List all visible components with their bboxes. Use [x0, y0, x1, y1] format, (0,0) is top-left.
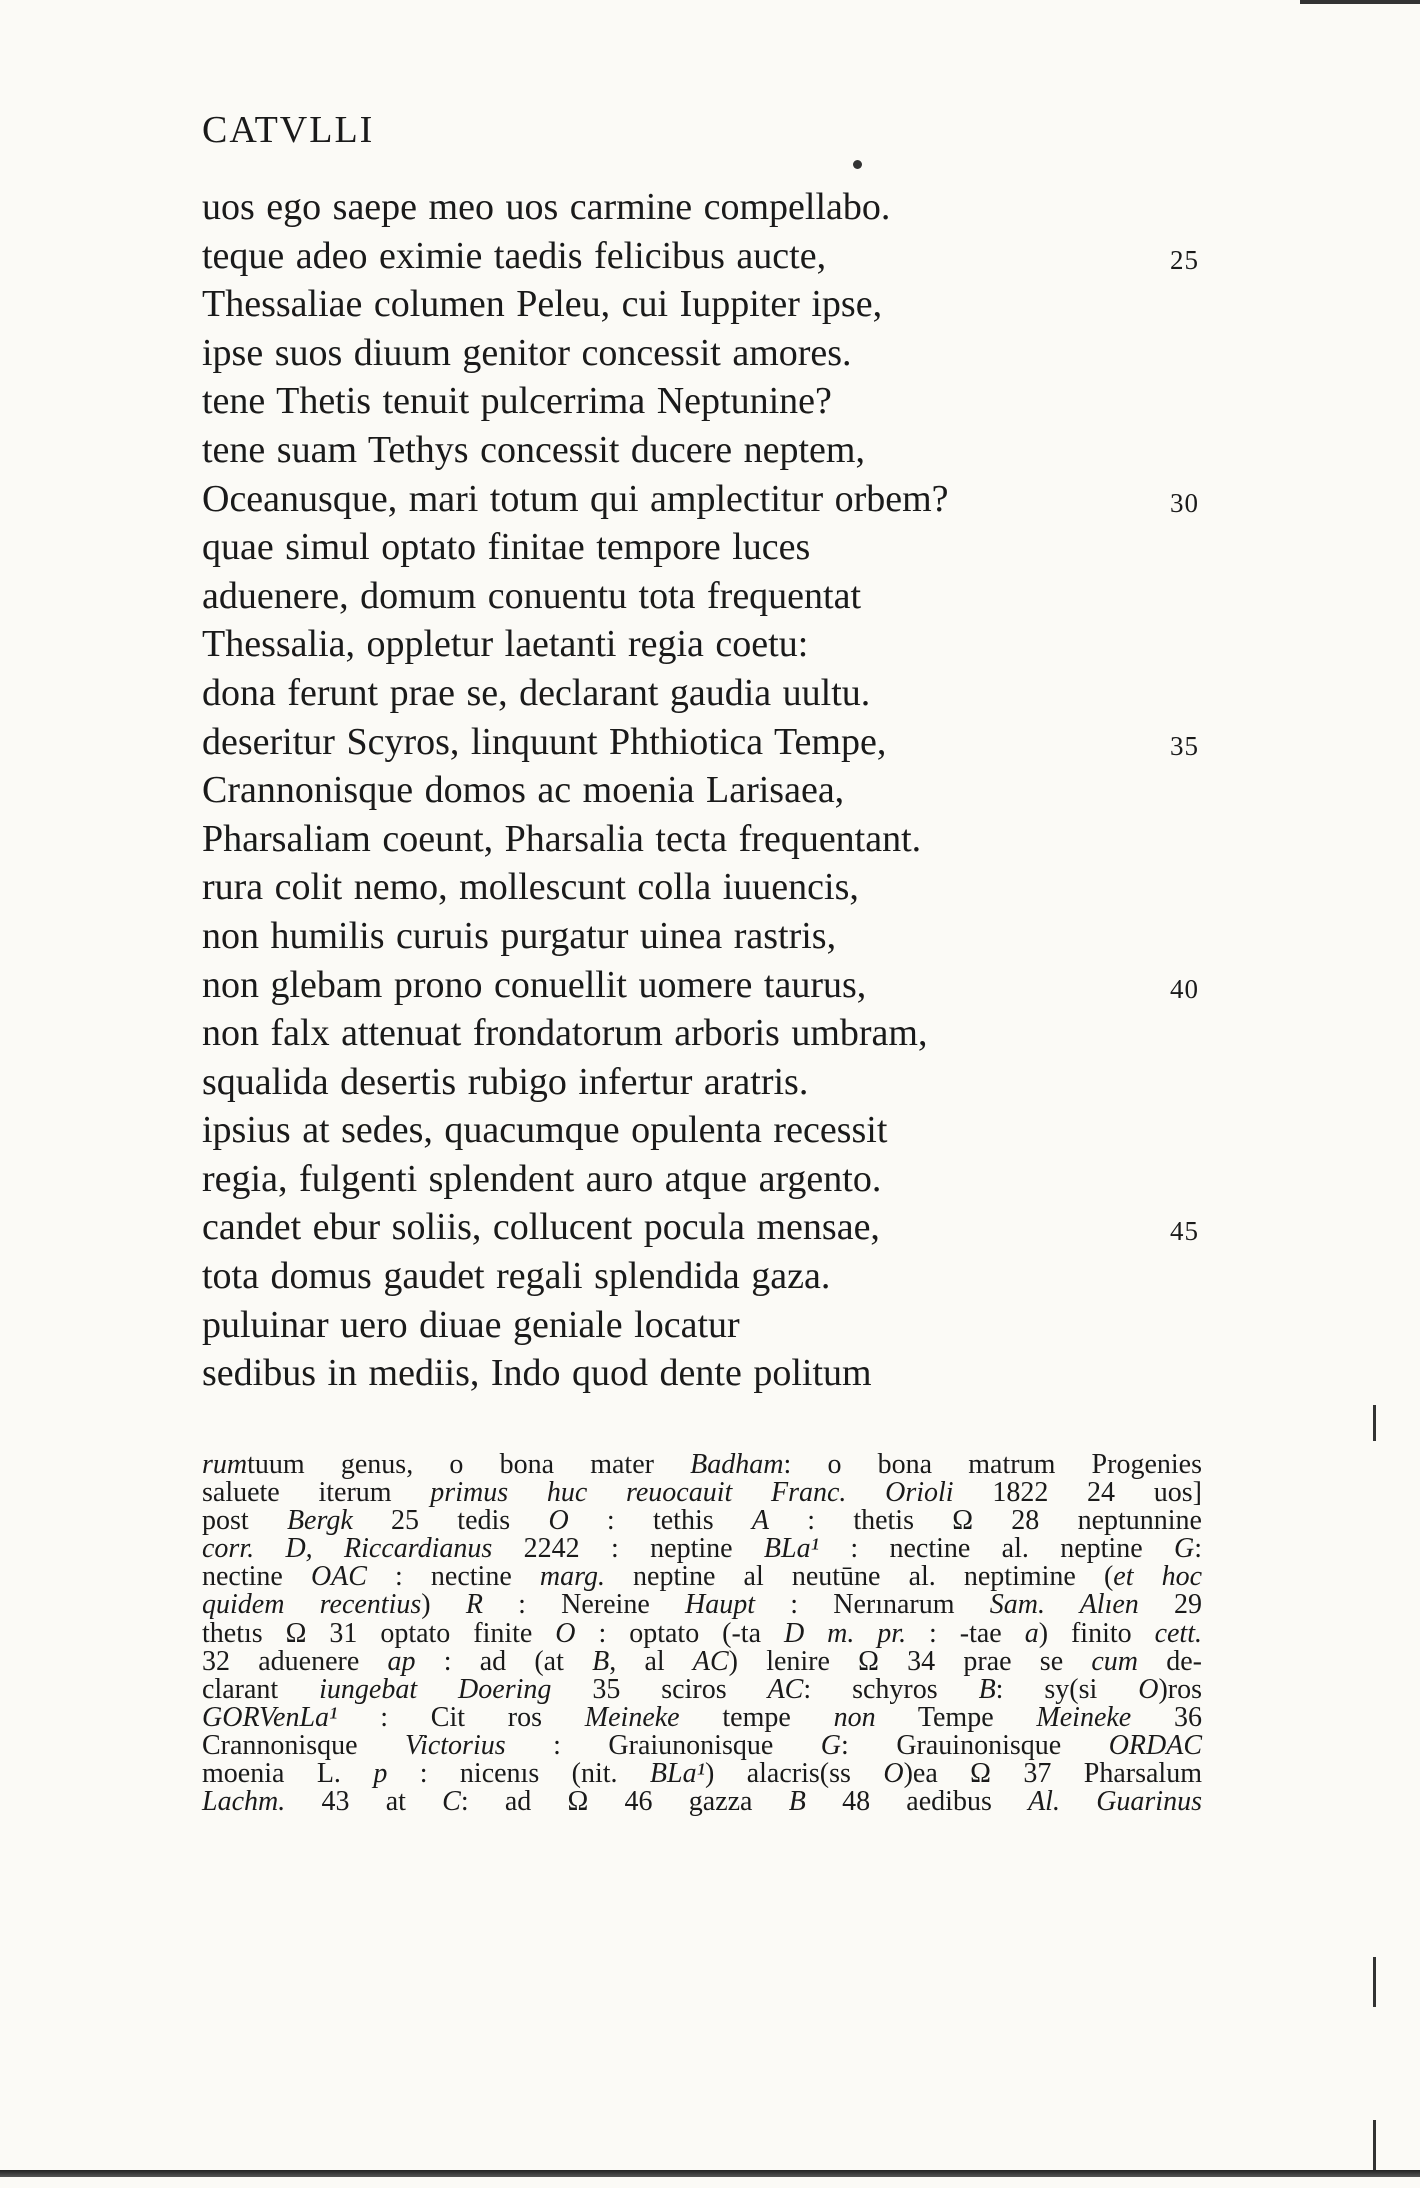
- apparatus-text: 2242 : neptine: [492, 1533, 764, 1565]
- apparatus-text: ) lenire Ω 34 prae se: [728, 1645, 1092, 1677]
- apparatus-italic: p: [373, 1758, 388, 1790]
- apparatus-text: : sy(si: [995, 1673, 1139, 1705]
- apparatus-text: Crannonisque: [202, 1729, 406, 1761]
- apparatus-text: : Nerınarum: [755, 1589, 990, 1621]
- verse-line: [202, 669, 1202, 718]
- running-head: CATVLLI: [202, 109, 375, 151]
- apparatus-italic: O: [548, 1505, 569, 1537]
- verse-line: [202, 377, 1202, 426]
- apparatus-italic: corr. D, Riccardianus: [202, 1533, 493, 1565]
- apparatus-text: thetıs Ω 31 optato finite: [202, 1617, 556, 1649]
- verse-text: regia, fulgenti splendent auro atque argento.: [202, 1157, 882, 1200]
- apparatus-text: : Nereine: [482, 1589, 685, 1621]
- verse-line: [202, 718, 1202, 767]
- apparatus-text: : nectine al. neptine: [818, 1533, 1174, 1565]
- apparatus-text: tempe: [679, 1701, 834, 1733]
- apparatus-line: [202, 1645, 1202, 1677]
- apparatus-text: 25 tedis: [352, 1505, 549, 1537]
- verse-text: sedibus in mediis, Indo quod dente politum: [202, 1352, 872, 1395]
- apparatus-italic: ap: [387, 1645, 416, 1677]
- apparatus-text: 29: [1138, 1589, 1203, 1621]
- verse-line: [202, 961, 1202, 1010]
- apparatus-text: 43 at: [285, 1786, 443, 1818]
- line-number: 35: [1170, 730, 1199, 761]
- apparatus-line: [202, 1701, 1203, 1733]
- verse-text: non glebam prono conuellit uomere taurus,: [202, 963, 867, 1006]
- line-number: 25: [1170, 244, 1199, 275]
- apparatus-text: : tethis: [568, 1505, 752, 1537]
- apparatus-line: [202, 1591, 1202, 1619]
- apparatus-text: : Graiunonisque: [505, 1729, 821, 1761]
- apparatus-line: [202, 1617, 1202, 1649]
- apparatus-italic: AC: [692, 1645, 729, 1677]
- apparatus-text: )ros: [1158, 1673, 1203, 1705]
- apparatus-italic: O: [1138, 1673, 1159, 1705]
- apparatus-line: [202, 1673, 1203, 1705]
- apparatus-line: [202, 1507, 1202, 1535]
- apparatus-italic: Badham: [690, 1449, 784, 1480]
- verse-line: [202, 523, 1202, 572]
- apparatus-line: [202, 1479, 1202, 1507]
- verse-line: [202, 766, 1202, 815]
- apparatus-italic: BLa¹: [649, 1758, 705, 1790]
- apparatus-italic: B: [592, 1645, 610, 1677]
- apparatus-text: : Grauinonisque: [841, 1729, 1109, 1761]
- apparatus-text: : schyros: [803, 1673, 979, 1705]
- verse-line: [202, 1252, 1202, 1301]
- verse-line: [202, 815, 1202, 864]
- verse-line: [202, 1058, 1202, 1107]
- apparatus-italic: marg.: [539, 1561, 605, 1593]
- apparatus-italic: O: [555, 1617, 576, 1649]
- apparatus-italic: Bergk: [286, 1505, 353, 1537]
- line-number: 45: [1170, 1216, 1199, 1247]
- verse-line: [202, 183, 1202, 232]
- apparatus-italic: Victorius: [405, 1729, 506, 1761]
- verse-text: tene Thetis tenuit pulcerrima Neptunine?: [202, 380, 832, 423]
- apparatus-text: nectine: [202, 1561, 311, 1593]
- verse-line: [202, 1009, 1202, 1058]
- apparatus-italic: a: [1024, 1617, 1039, 1649]
- apparatus-text: : Cit ros: [337, 1701, 585, 1733]
- apparatus-text: : -tae: [906, 1617, 1025, 1649]
- verse-text: non humilis curuis purgatur uinea rastris,: [202, 914, 837, 957]
- apparatus-line: [202, 1563, 1202, 1591]
- verse-text: tene suam Tethys concessit ducere neptem,: [202, 428, 865, 471]
- verse-line: [202, 1203, 1202, 1252]
- verse-text: aduenere, domum conuentu tota frequentat: [202, 574, 862, 617]
- apparatus-text: : thetis Ω 28 neptunnine: [769, 1505, 1202, 1537]
- apparatus-text: 32 aduenere: [202, 1645, 388, 1677]
- apparatus-italic: Al. Guarinus: [1028, 1786, 1202, 1818]
- apparatus-italic: rum: [202, 1449, 248, 1480]
- verse-text: puluinar uero diuae geniale locatur: [202, 1303, 740, 1346]
- verse-line: [202, 1349, 1202, 1398]
- apparatus-text: de-: [1138, 1645, 1202, 1677]
- apparatus-italic: quidem recentius: [202, 1589, 422, 1621]
- verse-text: dona ferunt prae se, declarant gaudia uultu.: [202, 671, 871, 714]
- verse-line: [202, 475, 1202, 524]
- apparatus-line: [202, 1788, 1202, 1816]
- apparatus-text: clarant: [202, 1673, 320, 1705]
- apparatus-italic: G: [1173, 1533, 1195, 1565]
- verse-line: [202, 863, 1202, 912]
- apparatus-italic: BLa¹: [763, 1533, 819, 1565]
- verse-line: [202, 1301, 1202, 1350]
- apparatus-italic: O: [883, 1758, 904, 1790]
- scan-mark: [1300, 0, 1420, 4]
- apparatus-italic: Sam. Alıen: [989, 1589, 1139, 1621]
- apparatus-text: : ad (at: [415, 1645, 593, 1677]
- verse-text: ipse suos diuum genitor concessit amores.: [202, 331, 852, 374]
- apparatus-text: : nectine: [366, 1561, 540, 1593]
- apparatus-italic: et hoc: [1113, 1561, 1203, 1593]
- apparatus-line: [202, 1729, 1203, 1761]
- apparatus-text: 35 sciros: [551, 1673, 768, 1705]
- apparatus-text: 36: [1131, 1701, 1203, 1733]
- verse-line: [202, 280, 1202, 329]
- apparatus-line: [202, 1451, 1202, 1479]
- apparatus-text: : o bona matrum Progenies: [783, 1449, 1202, 1480]
- scan-mark: [1373, 2120, 1376, 2170]
- verse-text: candet ebur soliis, collucent pocula mensae,: [202, 1206, 880, 1249]
- bottom-rule: [0, 2170, 1420, 2177]
- apparatus-text: : optato (-ta: [575, 1617, 784, 1649]
- apparatus-italic: Meineke: [584, 1701, 680, 1733]
- apparatus-italic: AC: [767, 1673, 804, 1705]
- apparatus-text: ) finito: [1038, 1617, 1155, 1649]
- apparatus-italic: Meineke: [1036, 1701, 1132, 1733]
- line-number: 30: [1170, 487, 1199, 518]
- apparatus-italic: B: [788, 1786, 806, 1818]
- verse-line: [202, 572, 1202, 621]
- verse-line: [202, 1155, 1202, 1204]
- scan-dot: [853, 160, 862, 169]
- apparatus-italic: cum: [1091, 1645, 1139, 1677]
- apparatus-italic: iungebat Doering: [319, 1673, 552, 1705]
- apparatus-text: 48 aedibus: [805, 1786, 1029, 1818]
- apparatus-text: Tempe: [875, 1701, 1037, 1733]
- apparatus-text: moenia L.: [202, 1758, 374, 1790]
- apparatus-text: ): [421, 1589, 466, 1621]
- apparatus-italic: ORDAC: [1108, 1729, 1203, 1761]
- line-number: 40: [1170, 973, 1199, 1004]
- apparatus-line: [202, 1760, 1202, 1788]
- apparatus-italic: OAC: [310, 1561, 367, 1593]
- critical-apparatus: [202, 1451, 1202, 1816]
- apparatus-italic: B: [978, 1673, 996, 1705]
- apparatus-italic: A: [751, 1505, 770, 1537]
- apparatus-text: neptine al neutūne al. neptimine (: [604, 1561, 1114, 1593]
- verse-text: uos ego saepe meo uos carmine compellabo.: [202, 186, 891, 228]
- apparatus-text: : ad Ω 46 gazza: [460, 1786, 789, 1818]
- verse-text: ipsius at sedes, quacumque opulenta recessit: [202, 1109, 888, 1152]
- verse-block: [202, 183, 1202, 1398]
- apparatus-text: )ea Ω 37 Pharsalum: [903, 1758, 1202, 1790]
- apparatus-text: saluete iterum: [202, 1477, 431, 1509]
- verse-text: Pharsaliam coeunt, Pharsalia tecta frequentant.: [202, 817, 922, 860]
- verse-line: [202, 329, 1202, 378]
- apparatus-text: 1822 24 uos]: [953, 1477, 1203, 1509]
- scan-mark: [1373, 1957, 1376, 2007]
- verse-text: deseritur Scyros, linquunt Phthiotica Tempe,: [202, 720, 887, 763]
- apparatus-italic: primus huc reuocauit Franc. Orioli: [430, 1477, 954, 1509]
- verse-line: [202, 620, 1202, 669]
- apparatus-italic: D m. pr.: [783, 1617, 907, 1649]
- verse-line: [202, 426, 1202, 475]
- apparatus-text: : nicenıs (nit.: [387, 1758, 650, 1790]
- apparatus-text: post: [202, 1505, 287, 1537]
- verse-text: Oceanusque, mari totum qui amplectitur orbem?: [202, 477, 949, 520]
- apparatus-line: [202, 1535, 1202, 1563]
- apparatus-text: ) alacris(ss: [705, 1758, 884, 1790]
- apparatus-italic: Haupt: [685, 1589, 755, 1621]
- verse-text: tota domus gaudet regali splendida gaza.: [202, 1255, 831, 1298]
- apparatus-text: , al: [609, 1645, 693, 1677]
- apparatus-italic: non: [833, 1701, 876, 1733]
- apparatus-italic: GORVenLa¹: [202, 1701, 338, 1733]
- verse-text: non falx attenuat frondatorum arboris umbram,: [202, 1012, 928, 1055]
- verse-text: squalida desertis rubigo infertur aratris.: [202, 1060, 809, 1103]
- verse-text: Thessalia, oppletur laetanti regia coetu:: [202, 623, 809, 666]
- verse-line: [202, 232, 1202, 281]
- verse-line: [202, 1106, 1202, 1155]
- apparatus-text: :: [1194, 1533, 1202, 1565]
- verse-text: rura colit nemo, mollescunt colla iuuencis,: [202, 866, 859, 909]
- apparatus-italic: G: [820, 1729, 842, 1761]
- scan-mark: [1373, 1405, 1376, 1441]
- verse-line: [202, 912, 1202, 961]
- apparatus-italic: Lachm.: [202, 1786, 286, 1818]
- verse-text: quae simul optato finitae tempore luces: [202, 526, 811, 569]
- verse-text: Thessaliae columen Peleu, cui Iuppiter ipse,: [202, 283, 883, 326]
- verse-text: teque adeo eximie taedis felicibus aucte,: [202, 234, 827, 277]
- apparatus-text: tuum genus, o bona mater: [247, 1449, 691, 1480]
- apparatus-italic: C: [442, 1786, 461, 1818]
- apparatus-italic: cett.: [1154, 1617, 1202, 1649]
- apparatus-italic: R: [465, 1589, 483, 1621]
- verse-text: Crannonisque domos ac moenia Larisaea,: [202, 769, 845, 812]
